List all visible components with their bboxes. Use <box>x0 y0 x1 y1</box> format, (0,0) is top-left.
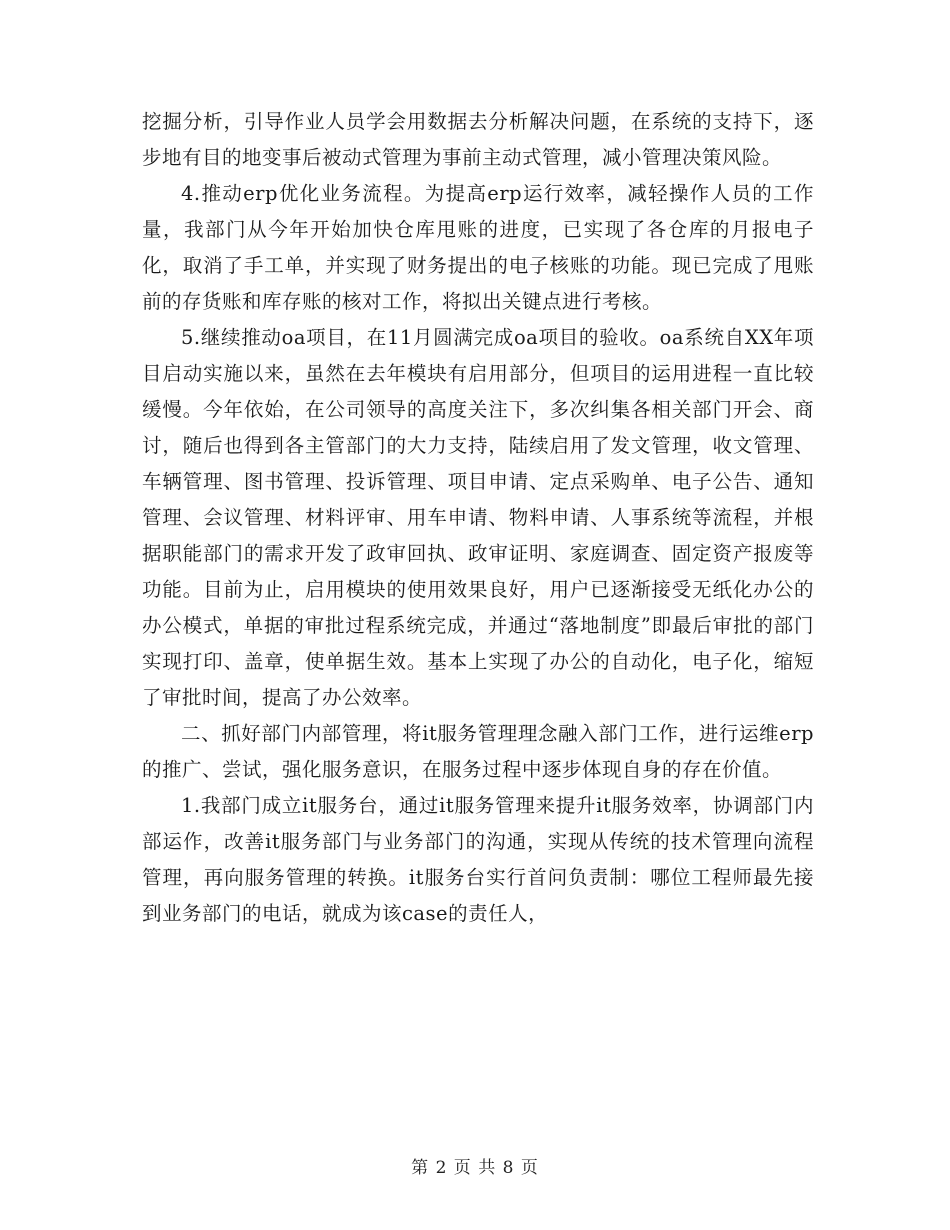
paragraph-2: 4.推动erp优化业务流程。为提高erp运行效率，减轻操作人员的工作量，我部门从今年开始加快仓库甩账的进度，已实现了各仓库的月报电子化，取消了手工单，并实现了财务提出的电子核账的功能。现已完成了甩账前的存货账和库存账的核对工作，将拟出关键点进行考核。 <box>142 182 814 313</box>
page-number: 第 2 页 共 8 页 <box>411 1158 539 1178</box>
paragraph-5: 1.我部门成立it服务台，通过it服务管理来提升it服务效率，协调部门内部运作，改善it服务部门与业务部门的沟通，实现从传统的技术管理向流程管理，再向服务管理的转换。it服务台实行首问负责制：哪位工程师最先接到业务部门的电话，就成为该case的责任人， <box>142 794 814 925</box>
paragraph-3: 5.继续推动oa项目，在11月圆满完成oa项目的验收。oa系统自XX年项目启动实施以来，虽然在去年模块有启用部分，但项目的运用进程一直比较缓慢。今年依始，在公司领导的高度关注下，多次纠集各相关部门开会、商讨，随后也得到各主管部门的大力支持，陆续启用了发文管理，收文管理、车辆管理、图书管理、投诉管理、项目申请、定点采购单、电子公告、通知管理、会议管理、材料评审、用车申请、物料申请、人事系统等流程，并根据职能部门的需求开发了政审回执、政审证明、家庭调查、固定资产报废等功能。目前为止，启用模块的使用效果良好，用户已逐渐接受无纸化办公的办公模式，单据的审批过程系统完成，并通过“落地制度”即最后审批的部门实现打印、盖章，使单据生效。基本上实现了办公的自动化，电子化，缩短了审批时间，提高了办公效率。 <box>142 326 814 709</box>
page-footer <box>0 1153 950 1178</box>
document-body <box>142 104 814 932</box>
paragraph-1: 挖掘分析，引导作业人员学会用数据去分析解决问题，在系统的支持下，逐步地有目的地变事后被动式管理为事前主动式管理，减小管理决策风险。 <box>142 110 814 169</box>
paragraph-4: 二、抓好部门内部管理，将it服务管理理念融入部门工作，进行运维erp的推广、尝试，强化服务意识，在服务过程中逐步体现自身的存在价值。 <box>142 722 814 781</box>
